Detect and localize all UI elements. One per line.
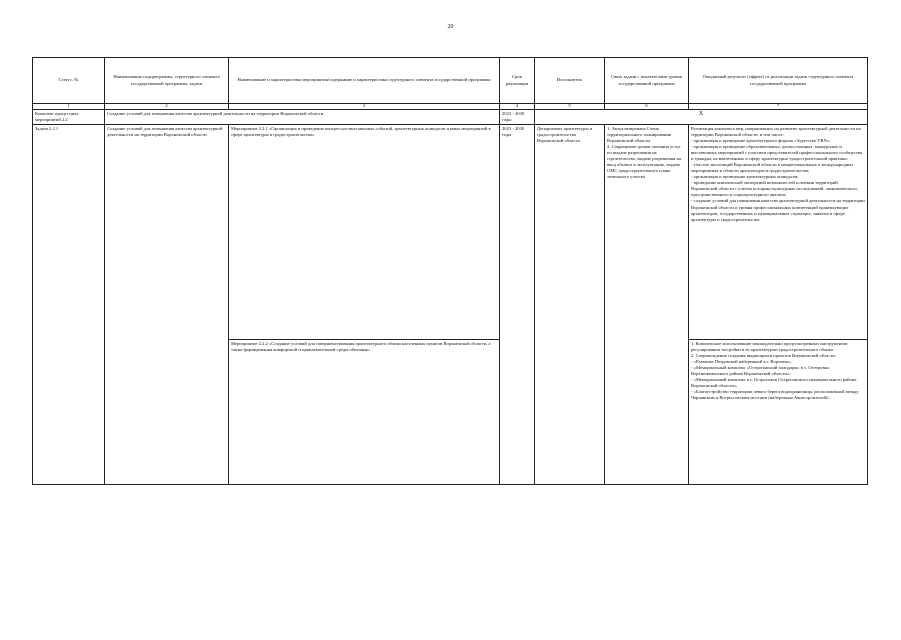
column-number: 1 bbox=[33, 104, 105, 110]
header-result: Ожидаемый результат (эффект) от реализации задачи структурного элемента государственной программы bbox=[689, 58, 868, 104]
complex-title: Создание условий для повышения качества архитектурной деятельности на территории Воронежской области bbox=[105, 109, 500, 124]
task-link: 1. Актуализирована Схема территориального планирования Воронежской области. 2. Сокращение сроков оказания услуг по выдаче разрешения на строительство, выдаче разрешения на ввод объекта в эксплуатацию, выдаче ОМС градостроительного плана земельного участка bbox=[605, 124, 689, 484]
task-row bbox=[33, 124, 868, 339]
complex-term: 2023 - 2030 годы bbox=[500, 109, 535, 124]
page-number: 20 bbox=[447, 24, 454, 30]
complex-mark: X bbox=[698, 110, 704, 117]
measure-1: Мероприятие 2.2.1 «Организация и проведение конгрессно-выставочных событий, архитектурных конкурсов и иных мероприятий в сфере архитектуры и градостроительства» bbox=[229, 124, 500, 339]
header-executor: Исполнитель bbox=[535, 58, 605, 104]
column-number: 3 bbox=[229, 104, 500, 110]
header-row bbox=[33, 58, 868, 104]
column-number: 2 bbox=[105, 104, 229, 110]
program-table bbox=[32, 57, 868, 485]
header-name: Наименование подпрограммы, структурного элемента государственной программы, задачи bbox=[105, 58, 229, 104]
task-term: 2023 - 2030 годы bbox=[500, 124, 535, 484]
measure-2-result: 1. Комплексное использование законодательно предусмотренных инструментов регулирования застройки и ее архитектурно-градостроительного облика. 2. Сопровождение создания выдающихся проектов Воронежской области: - «Развитие Петровской набережной в г. Воронеж»; - «Мемориальный комплекс «Острогожский плацдарм» в с. Осетровка Верхнемамонского района Воронежской области»; - «Мемориальный комплекс в г. Острогожск Острогожского муниципального района Воронежской области»; - «Благоустройство территории левого берега водохранилища, расположенной между Чернавским и Вогрессовским мостами (набережная Авиастроителей)» bbox=[689, 339, 868, 484]
task-executor: Департамент архитектуры и градостроительства Воронежской области bbox=[535, 124, 605, 484]
task-name: Создание условий для повышения качества архитектурной деятельности на территории Воронежской области bbox=[105, 124, 229, 484]
complex-mark-cell bbox=[535, 109, 868, 124]
header-link: Связь задачи с показателями уровня государственной программы bbox=[605, 58, 689, 104]
header-status: Статус, № bbox=[33, 58, 105, 104]
column-number: 7 bbox=[689, 104, 868, 110]
column-number: 5 bbox=[535, 104, 605, 110]
measure-1-result: Реализация комплекса мер, направленных на развитие архитектурной деятельности на территории Воронежской области, в том числе: - организация и проведение архитектурного форума «Зодчество VRN»; - организация и проведение образовательных, дискуссионных, конкурсных и выставочных мероприятий с участием представителей профессионального сообщества и граждан, не вовлеченных в сферу архитектурно-градостроительной практики; - участие экспозиций Воронежской области в межрегиональных и международных мероприятиях в области архитектуры и градостроительства; - организация и проведение архитектурных конкурсов; - проведение комплексной экспертной возможностей освоения территорий Воронежской области с учетом историко-культурных исследований, экономического, пространственного и социокультурного анализа; - создание условий для повышения качества архитектурной деятельности на территории Воронежской области и уровня профессиональных компетенций практикующих архитекторов, государственных и муниципальных служащих, занятых в сфере архитектуры и градостроительства bbox=[689, 124, 868, 339]
complex-row bbox=[33, 109, 868, 124]
column-number: 4 bbox=[500, 104, 535, 110]
measure-2: Мероприятие 2.2.2 «Создание условий для совершенствования архитектурного облика населенных пунктов Воронежской области, а также формирования комфортной и привлекательной среды обитания» bbox=[229, 339, 500, 484]
column-number: 6 bbox=[605, 104, 689, 110]
header-measure: Наименование и характеристика мероприятия/содержание и характеристика структурного элемента государственной программы bbox=[229, 58, 500, 104]
complex-status: Комплекс процессных мероприятий 2.2 bbox=[33, 109, 105, 124]
header-term: Срок реализации bbox=[500, 58, 535, 104]
task-status: Задача 2.2.1 bbox=[33, 124, 105, 484]
